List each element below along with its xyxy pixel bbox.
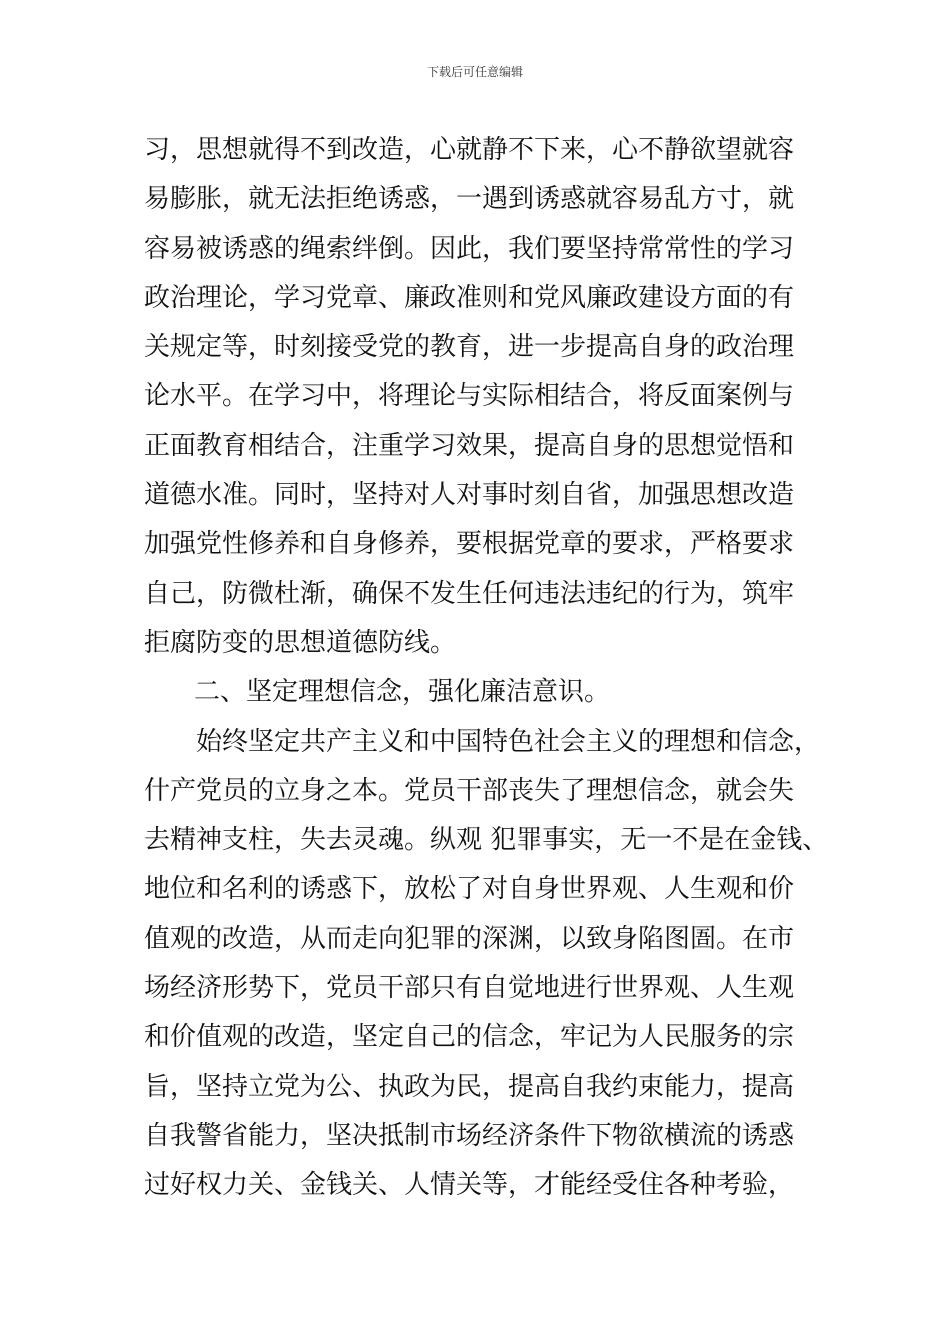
text-line: 去精神支柱，失去灵魂。纵观 犯罪事实，无一不是在金钱、	[144, 825, 829, 856]
text-line: 地位和名利的诱惑下，放松了对自身世界观、人生观和价	[144, 874, 795, 905]
text-line: 始终坚定共产主义和中国特色社会主义的理想和信念，	[196, 726, 821, 757]
text-line: 正面教育相结合，注重学习效果，提高自身的思想觉悟和	[144, 430, 795, 461]
section-heading: 二、坚定理想信念，强化廉洁意识。	[194, 677, 611, 708]
document-body	[144, 126, 829, 1211]
page-header: 下载后可任意编辑	[426, 65, 523, 79]
text-line: 旨，坚持立党为公、执政为民，提高自我约束能力，提高	[144, 1071, 795, 1102]
text-line: 易膨胀，就无法拒绝诱惑，一遇到诱惑就容易乱方寸，就	[144, 184, 795, 215]
text-line: 过好权力关、金钱关、人情关等，才能经受住各种考验，	[144, 1170, 795, 1201]
text-line: 加强党性修养和自身修养，要根据党章的要求，严格要求	[144, 529, 795, 560]
text-line: 自我警省能力，坚决抵制市场经济条件下物欲横流的诱惑	[144, 1120, 795, 1151]
text-line: 政治理论，学习党章、廉政准则和党风廉政建设方面的有	[144, 282, 795, 313]
text-line: 习，思想就得不到改造，心就静不下来，心不静欲望就容	[144, 135, 795, 165]
text-line: 拒腐防变的思想道德防线。	[144, 627, 457, 658]
text-line: 值观的改造，从而走向犯罪的深渊，以致身陷图圄。在市	[144, 923, 795, 954]
text-line: 和价值观的改造，坚定自己的信念，牢记为人民服务的宗	[144, 1022, 795, 1053]
text-line: 论水平。在学习中，将理论与实际相结合，将反面案例与	[144, 381, 795, 412]
text-line: 关规定等，时刻接受党的教育，进一步提高自身的政治理	[144, 332, 795, 363]
text-line: 自己，防微杜渐，确保不发生任何违法违纪的行为，筑牢	[144, 578, 795, 609]
text-line: 道德水准。同时，坚持对人对事时刻自省，加强思想改造	[144, 480, 795, 511]
text-line: 场经济形势下，党员干部只有自觉地进行世界观、人生观	[144, 973, 795, 1004]
text-line: 容易被诱惑的绳索绊倒。因此，我们要坚持常常性的学习	[144, 233, 795, 264]
text-line: 什产党员的立身之本。党员干部丧失了理想信念，就会失	[144, 775, 795, 806]
